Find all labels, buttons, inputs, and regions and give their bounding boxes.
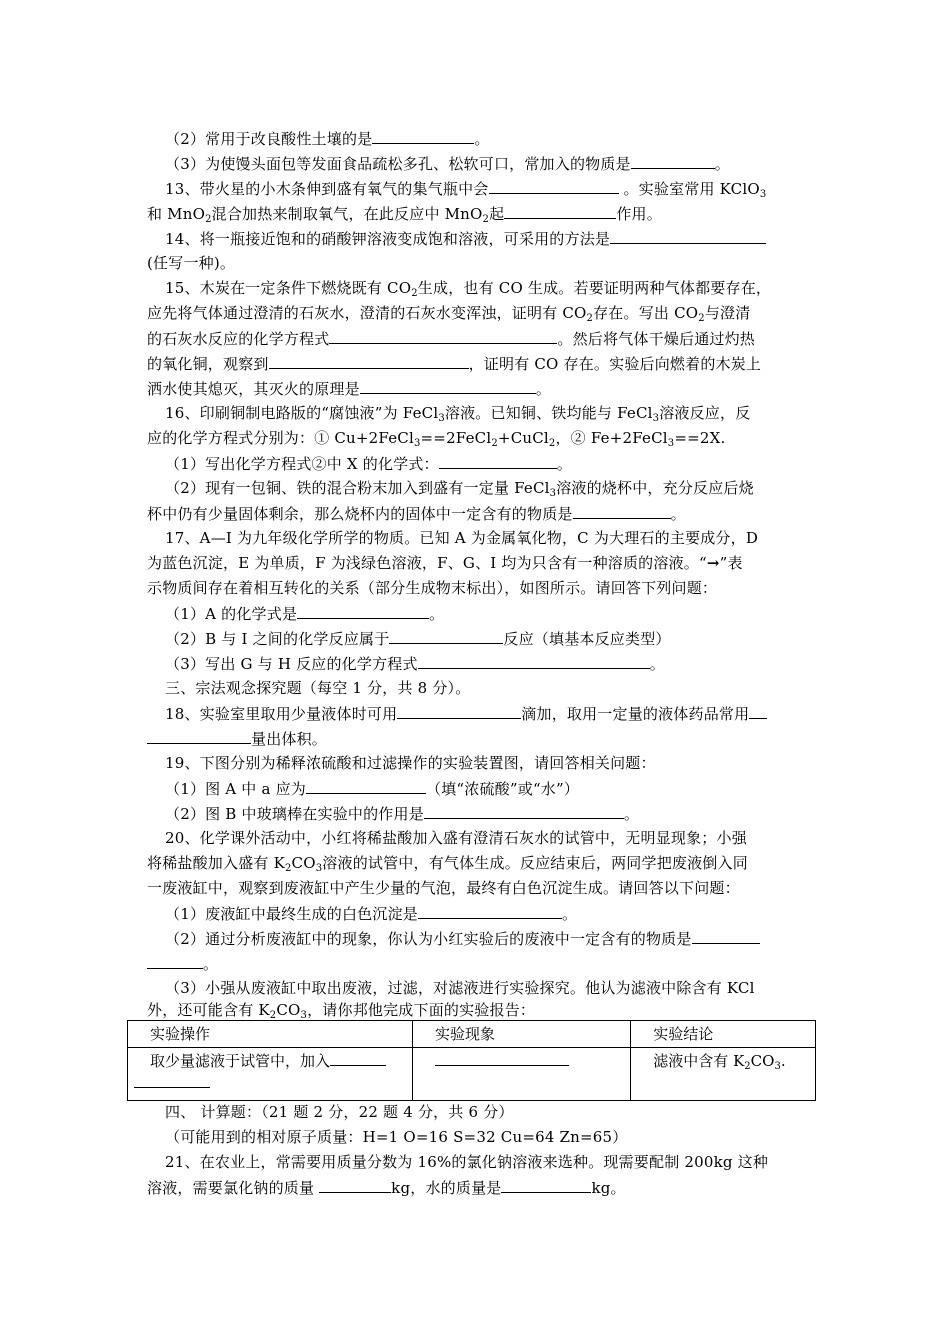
- answer-blank[interactable]: [418, 903, 562, 919]
- answer-blank[interactable]: [147, 953, 203, 969]
- answer-blank[interactable]: [692, 928, 760, 944]
- q17-part3: （3）写出 G 与 H 反应的化学方程式 。: [165, 655, 665, 673]
- q13-line2: 和 MnO$_2$混合加热来制取氧气，在此反应中 MnO$_2$起 作用。: [147, 205, 662, 225]
- q17-part2: （2）B 与 I 之间的化学反应属于 反应（填基本反应类型）: [165, 630, 671, 648]
- answer-blank[interactable]: [389, 628, 503, 644]
- answer-blank[interactable]: [372, 128, 474, 144]
- q20-part2-line1: （2）通过分析废液缸中的现象，你认为小红实验后的废液中一定含有的物质是: [165, 928, 825, 949]
- answer-blank[interactable]: [269, 353, 469, 369]
- table-row: [128, 1048, 816, 1101]
- phenomenon-cell: [413, 1048, 631, 1101]
- q15-line1: 15、木炭在一定条件下燃烧既有 $CO_2$生成，也有 CO 生成。若要证明两种气体都要存在，: [165, 279, 772, 299]
- q17-line3: 示物质间存在着相互转化的关系（部分生成物末标出），如图所示。请回答下列问题：: [147, 579, 718, 597]
- q14-line2: (任写一种)。: [147, 254, 236, 272]
- q16-part2-line1: （2）现有一包铜、铁的混合粉末加入到盛有一定量 FeCl$_3$溶液的烧杯中，充分反应后烧: [165, 479, 754, 499]
- q20-line3: 一废液缸中，观察到废液缸中产生少量的气泡，最终有白色沉淀生成。请回答以下问题：: [147, 879, 740, 897]
- q19-part2: （2）图 B 中玻璃棒在实验中的作用是 。: [165, 805, 640, 823]
- q18-line1: 18、实验室里取用少量液体时可用 滴加，取用一定量的液体药品常用: [165, 703, 825, 724]
- q20-part3-line1: （3）小强从废液缸中取出废液，过滤，对滤液进行实验探究。他认为滤液中除含有 KCl: [165, 979, 755, 997]
- answer-blank[interactable]: [631, 153, 715, 169]
- answer-blank[interactable]: [397, 703, 521, 719]
- answer-blank[interactable]: [610, 228, 766, 244]
- reagent-blank[interactable]: [330, 1050, 386, 1066]
- arrow-icon: →: [706, 554, 720, 572]
- q16-part1: （1）写出化学方程式②中 X 的化学式： 。: [165, 455, 572, 473]
- q17-part1: （1）A 的化学式是 。: [165, 605, 445, 623]
- q15-line4: 的氧化铜，观察到 ，证明有 CO 存在。实验后向燃着的木炭上: [147, 355, 762, 373]
- q20-part3-line2: 外，还可能含有 $K_2CO_3$，请你邦他完成下面的实验报告：: [147, 1001, 536, 1021]
- q13-line1: 13、带火星的小木条伸到盛有氧气的集气瓶中会 。实验室常用 KClO$_3$: [165, 180, 767, 200]
- q15-line2: 应先将气体通过澄清的石灰水，澄清的石灰水变浑浊，证明有 $CO_2$存在。写出 $CO_2$与澄清: [147, 304, 751, 324]
- q16-part2-line2: 杯中仍有少量固体剩余，那么烧杯内的固体中一定含有的物质是 。: [147, 505, 686, 523]
- experiment-report-table: [127, 1020, 816, 1101]
- q15-line3: 的石灰水反应的化学方程式 。然后将气体干燥后通过灼热: [147, 330, 756, 348]
- q16-line2: 应的化学方程式分别为：① Cu+2FeCl$_3$==2FeCl$_2$+CuCl$_2$，② Fe+2FeCl$_3$==2X.: [147, 429, 726, 449]
- q20-part2-line2: 。: [147, 953, 807, 974]
- answer-blank[interactable]: [424, 803, 624, 819]
- answer-blank[interactable]: [504, 203, 616, 219]
- q17-line2: 为蓝色沉淀，E 为单质，F 为浅绿色溶液，F、G、I 均为只含有一种溶质的溶液。“→”表: [147, 554, 743, 572]
- answer-blank[interactable]: [306, 778, 426, 794]
- q12-part2: （2）常用于改良酸性土壤的是 。: [165, 130, 490, 148]
- q20-line2: 将稀盐酸加入盛有 $K_2CO_3$溶液的试管中，有气体生成。反应结束后，两同学把废液倒入同: [147, 854, 748, 874]
- q18-line2: 量出体积。: [147, 728, 807, 749]
- q21-line1: 21、在农业上，常需要用质量分数为 16%的氯化钠溶液来选种。现需要配制 200kg 这种: [165, 1153, 769, 1171]
- answer-blank[interactable]: [439, 453, 557, 469]
- q16-line1: 16、印刷铜制电路版的“腐蚀液”为 FeCl$_3$溶液。已知铜、铁均能与 FeCl$_3$溶液反应，反: [165, 404, 751, 424]
- table-header-row: [128, 1021, 816, 1048]
- q15-line5: 洒水使其熄灭，其灭火的原理是 。: [147, 380, 552, 398]
- answer-blank[interactable]: [501, 1177, 591, 1193]
- atomic-mass-note: （可能用到的相对原子质量：H=1 O=16 S=32 Cu=64 Zn=65）: [165, 1128, 628, 1146]
- answer-blank[interactable]: [297, 603, 429, 619]
- section-4-heading: 四、 计算题：（21 题 2 分，22 题 4 分，共 6 分）: [165, 1103, 514, 1121]
- answer-blank[interactable]: [749, 703, 767, 719]
- q19-stem: 19、下图分别为稀释浓硫酸和过滤操作的实验装置图，请回答相关问题：: [165, 754, 656, 772]
- q21-line2: 溶液，需要氯化钠的质量 kg，水的质量是 kg。: [147, 1179, 626, 1197]
- conclusion-cell: 滤液中含有 $K_2CO_3$.: [631, 1048, 816, 1101]
- answer-blank[interactable]: [147, 728, 251, 744]
- answer-blank[interactable]: [360, 378, 536, 394]
- answer-blank[interactable]: [489, 178, 619, 194]
- header-operation: 实验操作: [128, 1021, 413, 1048]
- phenomenon-blank[interactable]: [435, 1050, 569, 1066]
- operation-cell: 取少量滤液于试管中，加入: [128, 1048, 413, 1101]
- q17-line1: 17、A—I 为九年级化学所学的物质。已知 A 为金属氧化物，C 为大理石的主要成分，D: [165, 529, 759, 547]
- q12-part3: （3）为使馒头面包等发面食品疏松多孔、松软可口，常加入的物质是 。: [165, 155, 730, 173]
- answer-blank[interactable]: [319, 1177, 391, 1193]
- section-3-heading: 三、宗法观念探究题（每空 1 分，共 8 分）。: [165, 679, 471, 697]
- answer-blank[interactable]: [329, 328, 557, 344]
- q19-part1: （1）图 A 中 a 应为 （填“浓硫酸”或“水”）: [165, 780, 580, 798]
- q14-line1: 14、将一瓶接近饱和的硝酸钾溶液变成饱和溶液，可采用的方法是: [165, 228, 825, 249]
- reagent-blank-continued[interactable]: [134, 1072, 210, 1088]
- header-conclusion: 实验结论: [631, 1021, 816, 1048]
- q20-part1: （1）废液缸中最终生成的白色沉淀是 。: [165, 905, 578, 923]
- header-phenomenon: 实验现象: [413, 1021, 631, 1048]
- answer-blank[interactable]: [418, 653, 650, 669]
- answer-blank[interactable]: [573, 503, 671, 519]
- q20-line1: 20、化学课外活动中，小红将稀盐酸加入盛有澄清石灰水的试管中，无明显现象；小强: [165, 829, 747, 847]
